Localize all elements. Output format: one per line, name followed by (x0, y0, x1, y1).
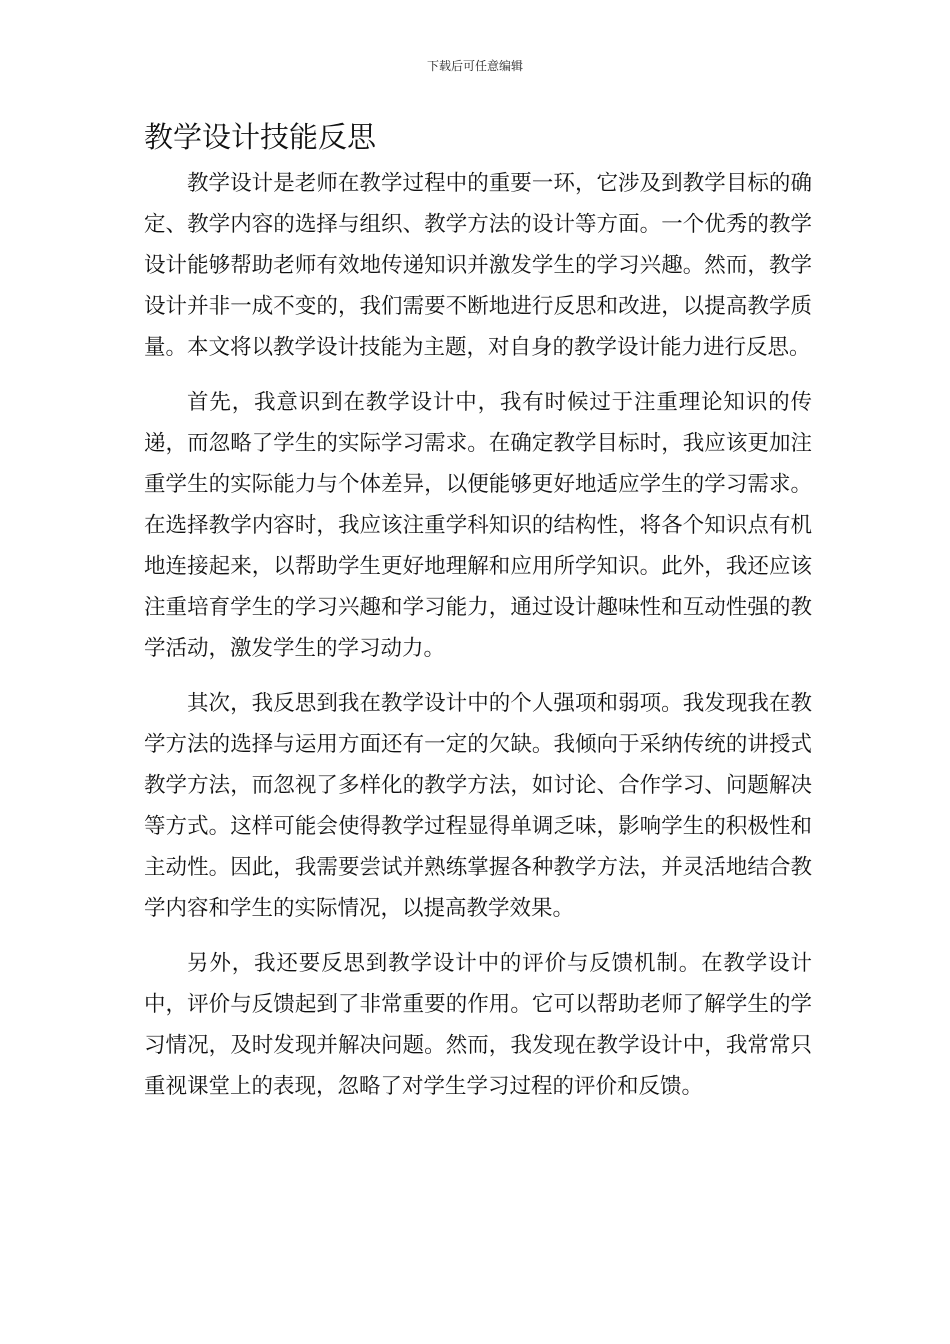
paragraph-second: 其次，我反思到我在教学设计中的个人强项和弱项。我发现我在教学方法的选择与运用方面还有一定的欠缺。我倾向于采纳传统的讲授式教学方法，而忽视了多样化的教学方法，如讨论、合作学习、问题解决等方式。这样可能会使得教学过程显得单调乏味，影响学生的积极性和主动性。因此，我需要尝试并熟练掌握各种教学方法，并灵活地结合教学内容和学生的实际情况，以提高教学效果。 (144, 691, 812, 921)
paragraph-first: 首先，我意识到在教学设计中，我有时候过于注重理论知识的传递，而忽略了学生的实际学习需求。在确定教学目标时，我应该更加注重学生的实际能力与个体差异，以便能够更好地适应学生的学习需求。在选择教学内容时，我应该注重学科知识的结构性，将各个知识点有机地连接起来，以帮助学生更好地理解和应用所学知识。此外，我还应该注重培育学生的学习兴趣和学习能力，通过设计趣味性和互动性强的教学活动，激发学生的学习动力。 (144, 390, 812, 661)
paragraph-intro: 教学设计是老师在教学过程中的重要一环，它涉及到教学目标的确定、教学内容的选择与组织、教学方法的设计等方面。一个优秀的教学设计能够帮助老师有效地传递知识并激发学生的学习兴趣。然而，教学设计并非一成不变的，我们需要不断地进行反思和改进，以提高教学质量。本文将以教学设计技能为主题，对自身的教学设计能力进行反思。 (144, 171, 812, 360)
paragraph-third: 另外，我还要反思到教学设计中的评价与反馈机制。在教学设计中，评价与反馈起到了非常重要的作用。它可以帮助老师了解学生的学习情况，及时发现并解决问题。然而，我发现在教学设计中，我常常只重视课堂上的表现，忽略了对学生学习过程的评价和反馈。 (144, 951, 812, 1099)
document-body (144, 163, 812, 1121)
header-note: 下载后可任意编辑 (426, 59, 523, 73)
document-title: 教学设计技能反思 (144, 120, 377, 154)
